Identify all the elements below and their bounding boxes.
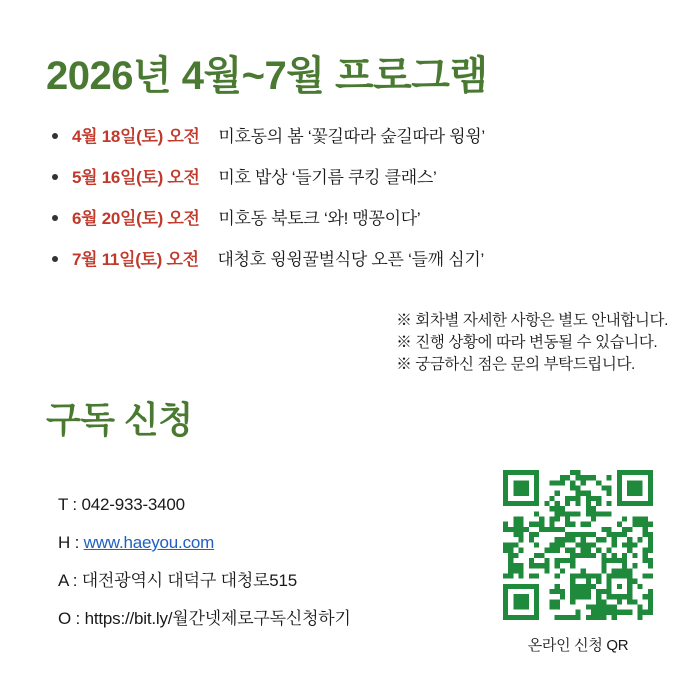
contact-value: 대전광역시 대덕구 대청로515 bbox=[81, 571, 298, 590]
program-description: 미호 밥상 ‘들기름 쿠킹 클래스’ bbox=[218, 168, 437, 187]
contact-row-homepage bbox=[58, 524, 351, 562]
contact-value: 042-933-3400 bbox=[81, 495, 185, 514]
list-item bbox=[44, 167, 664, 189]
contact-label: H : bbox=[58, 533, 80, 552]
list-item bbox=[44, 208, 664, 230]
program-date: 4월 18일(토) 오전 bbox=[72, 127, 200, 146]
qr-code-icon[interactable] bbox=[503, 470, 653, 620]
contact-row-address bbox=[58, 562, 351, 600]
contact-label: O : bbox=[58, 609, 81, 628]
page-title: 2026년 4월~7월 프로그램 bbox=[46, 54, 488, 98]
qr-caption: 온라인 신청 QR bbox=[527, 637, 629, 654]
program-description: 대청호 윙윙꿀벌식당 오픈 ‘들깨 심기’ bbox=[217, 250, 484, 269]
contact-label: T : bbox=[58, 495, 77, 514]
program-list bbox=[44, 126, 664, 290]
bullet-icon bbox=[52, 174, 58, 180]
contact-row-online bbox=[58, 600, 351, 638]
contact-value: https://bit.ly/월간넷제로구독신청하기 bbox=[84, 609, 351, 628]
bullet-icon bbox=[52, 215, 58, 221]
note-line: ※ 회차별 자세한 사항은 별도 안내합니다. bbox=[396, 312, 668, 329]
qr-block bbox=[503, 470, 653, 655]
homepage-link[interactable]: www.haeyou.com bbox=[83, 533, 215, 552]
program-date: 5월 16일(토) 오전 bbox=[72, 168, 200, 187]
notes-block bbox=[396, 310, 668, 376]
list-item bbox=[44, 126, 664, 148]
program-date: 6월 20일(토) 오전 bbox=[72, 209, 200, 228]
program-date: 7월 11일(토) 오전 bbox=[72, 250, 199, 269]
list-item bbox=[44, 249, 664, 271]
subscribe-heading: 구독 신청 bbox=[46, 399, 193, 440]
bullet-icon bbox=[52, 133, 58, 139]
note-line: ※ 진행 상황에 따라 변동될 수 있습니다. bbox=[396, 334, 658, 351]
note-line: ※ 궁금하신 점은 문의 부탁드립니다. bbox=[396, 356, 635, 373]
bullet-icon bbox=[52, 256, 58, 262]
program-description: 미호동의 봄 ‘꽃길따라 숲길따라 윙윙’ bbox=[218, 127, 485, 146]
contact-block bbox=[58, 486, 351, 638]
contact-label: A : bbox=[58, 571, 78, 590]
contact-row-phone bbox=[58, 486, 351, 524]
program-description: 미호동 북토크 ‘와! 맹꽁이다’ bbox=[218, 209, 421, 228]
